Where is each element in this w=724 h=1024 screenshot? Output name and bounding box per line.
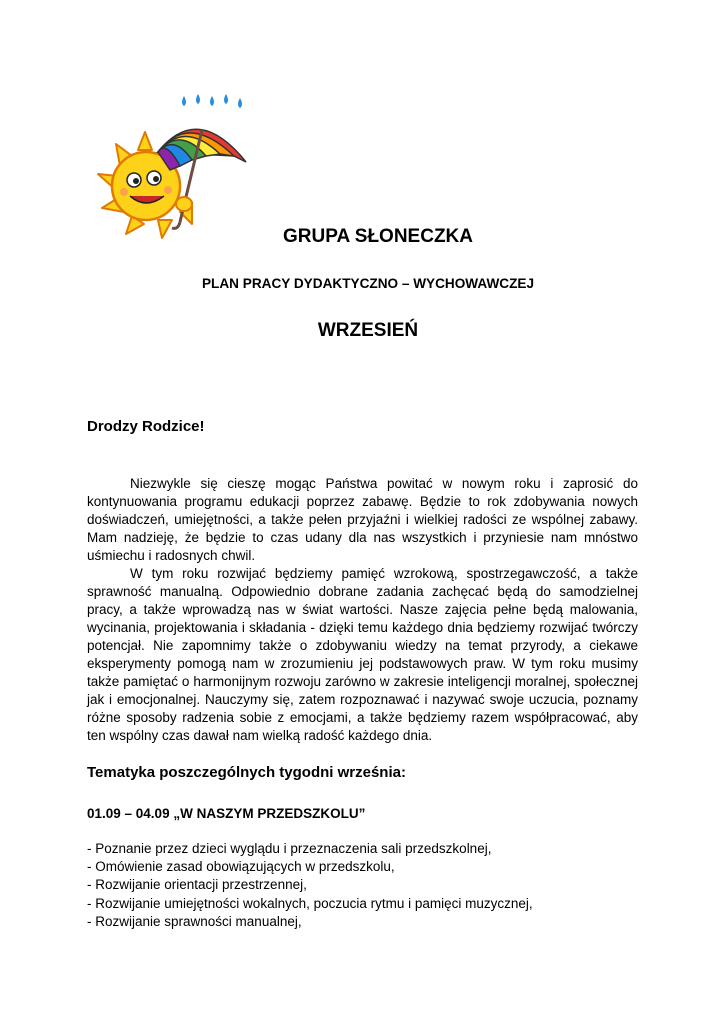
plan-title: PLAN PRACY DYDAKTYCZNO – WYCHOWAWCZEJ <box>201 276 535 291</box>
paragraph: Niezwykle się cieszę mogąc Państwa powitać w nowym roku i zaprosić do kontynuowania programu edukacji poprzez zabawę. Będzie to rok zdobywania nowych doświadczeń, umiejętności, a także pełen przyjaźni i wielkiej radości ze wspólnej zabawy. Mam nadzieję, że będzie to czas udany dla nas wszystkich i przyniesie nam mnóstwo uśmiechu i radosnych chwil. <box>87 476 638 563</box>
greeting: Drodzy Rodzice! <box>87 418 205 435</box>
letter-body <box>87 475 638 745</box>
sun-with-umbrella-icon <box>88 92 258 240</box>
section-heading: Tematyka poszczególnych tygodni września: <box>87 764 406 781</box>
month-title: WRZESIEŃ <box>317 320 419 341</box>
list-item: - Omówienie zasad obowiązujących w przedszkolu, <box>87 859 395 875</box>
raindrops <box>182 94 242 108</box>
paragraph: W tym roku rozwijać będziemy pamięć wzrokową, spostrzegawczość, a także sprawność manualną. Odpowiednio dobrane zadania zachęcać będą do samodzielnej pracy, a także wprowadzą nas w świat wartości. Nasze zajęcia pełne będą malowania, wycinania, projektowania i składania - dzięki temu każdego dnia będziemy rozwijać twórczy potencjał. Nie zapomnimy także o zdobywaniu wiedzy na temat przyrody, a ciekawe eksperymenty pomogą nam w zrozumieniu jej podstawowych praw. W tym roku musimy także pamiętać o harmonijnym rozwoju zarówno w zakresie inteligencji moralnej, społecznej jak i emocjonalnej. Nauczymy się, zatem rozpoznawać i nazywać swoje uczucia, poznamy różne sposoby radzenia sobie z emocjami, a także będziemy razem współpracować, aby ten wspólny czas dawał nam wielką radość każdego dnia. <box>87 566 638 743</box>
week-heading: 01.09 – 04.09 „W NASZYM PRZEDSZKOLU” <box>87 806 366 821</box>
list-item: - Rozwijanie sprawności manualnej, <box>87 913 302 929</box>
week-goals-list <box>87 840 647 931</box>
group-title: GRUPA SŁONECZKA <box>283 226 473 247</box>
list-item: - Poznanie przez dzieci wyglądu i przeznaczenia sali przedszkolnej, <box>87 841 492 856</box>
list-item: - Rozwijanie umiejętności wokalnych, poczucia rytmu i pamięci muzycznej, <box>87 895 533 911</box>
list-item: - Rozwijanie orientacji przestrzennej, <box>87 877 307 893</box>
